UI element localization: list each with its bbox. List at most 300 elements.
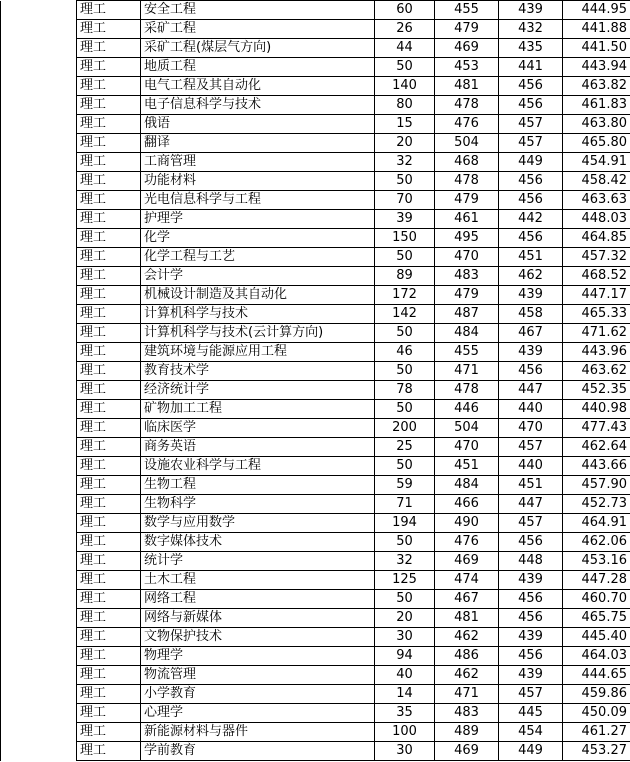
table-row — [1, 343, 630, 362]
min-score-cell: 457 — [499, 134, 563, 153]
major-cell: 化学工程与工艺 — [141, 248, 375, 267]
avg-score-cell: 450.09 — [563, 704, 630, 723]
min-score-cell: 458 — [499, 305, 563, 324]
max-score-cell: 487 — [435, 305, 499, 324]
major-cell: 护理学 — [141, 210, 375, 229]
avg-score-cell: 452.35 — [563, 381, 630, 400]
avg-score-cell: 458.42 — [563, 172, 630, 191]
max-score-cell: 469 — [435, 39, 499, 58]
avg-score-cell: 457.90 — [563, 476, 630, 495]
blank-cell — [1, 571, 77, 590]
category-cell: 理工 — [77, 495, 141, 514]
table-row — [1, 609, 630, 628]
blank-cell — [1, 514, 77, 533]
major-cell: 土木工程 — [141, 571, 375, 590]
max-score-cell: 466 — [435, 495, 499, 514]
plan-count-cell: 80 — [375, 96, 435, 115]
plan-count-cell: 200 — [375, 419, 435, 438]
major-cell: 采矿工程 — [141, 20, 375, 39]
min-score-cell: 456 — [499, 172, 563, 191]
major-cell: 小学教育 — [141, 685, 375, 704]
table-row — [1, 514, 630, 533]
table-row — [1, 552, 630, 571]
min-score-cell: 439 — [499, 286, 563, 305]
blank-cell — [1, 552, 77, 571]
max-score-cell: 455 — [435, 1, 499, 20]
min-score-cell: 457 — [499, 438, 563, 457]
max-score-cell: 478 — [435, 381, 499, 400]
avg-score-cell: 463.82 — [563, 77, 630, 96]
category-cell: 理工 — [77, 685, 141, 704]
max-score-cell: 479 — [435, 20, 499, 39]
category-cell: 理工 — [77, 666, 141, 685]
plan-count-cell: 44 — [375, 39, 435, 58]
plan-count-cell: 40 — [375, 666, 435, 685]
min-score-cell: 456 — [499, 191, 563, 210]
avg-score-cell: 465.75 — [563, 609, 630, 628]
min-score-cell: 456 — [499, 647, 563, 666]
avg-score-cell: 445.40 — [563, 628, 630, 647]
blank-cell — [1, 685, 77, 704]
min-score-cell: 457 — [499, 514, 563, 533]
table-row — [1, 457, 630, 476]
plan-count-cell: 50 — [375, 533, 435, 552]
blank-cell — [1, 362, 77, 381]
plan-count-cell: 142 — [375, 305, 435, 324]
table-row — [1, 20, 630, 39]
max-score-cell: 504 — [435, 419, 499, 438]
table-row — [1, 229, 630, 248]
table-row — [1, 742, 630, 761]
max-score-cell: 486 — [435, 647, 499, 666]
table-row — [1, 77, 630, 96]
table-row — [1, 248, 630, 267]
max-score-cell: 481 — [435, 609, 499, 628]
category-cell: 理工 — [77, 1, 141, 20]
plan-count-cell: 20 — [375, 609, 435, 628]
plan-count-cell: 15 — [375, 115, 435, 134]
min-score-cell: 445 — [499, 704, 563, 723]
table-row — [1, 400, 630, 419]
max-score-cell: 476 — [435, 533, 499, 552]
avg-score-cell: 441.88 — [563, 20, 630, 39]
category-cell: 理工 — [77, 39, 141, 58]
plan-count-cell: 194 — [375, 514, 435, 533]
avg-score-cell: 447.28 — [563, 571, 630, 590]
plan-count-cell: 30 — [375, 628, 435, 647]
plan-count-cell: 39 — [375, 210, 435, 229]
blank-cell — [1, 115, 77, 134]
avg-score-cell: 452.73 — [563, 495, 630, 514]
avg-score-cell: 462.64 — [563, 438, 630, 457]
category-cell: 理工 — [77, 248, 141, 267]
max-score-cell: 451 — [435, 457, 499, 476]
avg-score-cell: 457.32 — [563, 248, 630, 267]
blank-cell — [1, 438, 77, 457]
avg-score-cell: 443.94 — [563, 58, 630, 77]
avg-score-cell: 453.16 — [563, 552, 630, 571]
table-row — [1, 362, 630, 381]
avg-score-cell: 453.27 — [563, 742, 630, 761]
max-score-cell: 504 — [435, 134, 499, 153]
max-score-cell: 446 — [435, 400, 499, 419]
max-score-cell: 490 — [435, 514, 499, 533]
avg-score-cell: 464.85 — [563, 229, 630, 248]
major-cell: 心理学 — [141, 704, 375, 723]
avg-score-cell: 465.80 — [563, 134, 630, 153]
min-score-cell: 456 — [499, 590, 563, 609]
major-cell: 经济统计学 — [141, 381, 375, 400]
min-score-cell: 441 — [499, 58, 563, 77]
blank-cell — [1, 267, 77, 286]
category-cell: 理工 — [77, 476, 141, 495]
plan-count-cell: 89 — [375, 267, 435, 286]
plan-count-cell: 50 — [375, 590, 435, 609]
major-cell: 物理学 — [141, 647, 375, 666]
category-cell: 理工 — [77, 609, 141, 628]
blank-cell — [1, 457, 77, 476]
blank-cell — [1, 476, 77, 495]
avg-score-cell: 454.91 — [563, 153, 630, 172]
table-row — [1, 305, 630, 324]
category-cell: 理工 — [77, 58, 141, 77]
blank-cell — [1, 248, 77, 267]
major-cell: 俄语 — [141, 115, 375, 134]
major-cell: 统计学 — [141, 552, 375, 571]
max-score-cell: 478 — [435, 96, 499, 115]
plan-count-cell: 50 — [375, 58, 435, 77]
min-score-cell: 456 — [499, 609, 563, 628]
table-row — [1, 685, 630, 704]
avg-score-cell: 461.27 — [563, 723, 630, 742]
min-score-cell: 456 — [499, 77, 563, 96]
avg-score-cell: 441.50 — [563, 39, 630, 58]
avg-score-cell: 460.70 — [563, 590, 630, 609]
major-cell: 化学 — [141, 229, 375, 248]
major-cell: 数字媒体技术 — [141, 533, 375, 552]
blank-cell — [1, 742, 77, 761]
blank-cell — [1, 20, 77, 39]
min-score-cell: 439 — [499, 1, 563, 20]
blank-cell — [1, 58, 77, 77]
max-score-cell: 471 — [435, 685, 499, 704]
major-cell: 临床医学 — [141, 419, 375, 438]
plan-count-cell: 172 — [375, 286, 435, 305]
major-cell: 计算机科学与技术(云计算方向) — [141, 324, 375, 343]
blank-cell — [1, 324, 77, 343]
max-score-cell: 479 — [435, 286, 499, 305]
blank-cell — [1, 96, 77, 115]
min-score-cell: 449 — [499, 742, 563, 761]
blank-cell — [1, 647, 77, 666]
table-row — [1, 533, 630, 552]
min-score-cell: 432 — [499, 20, 563, 39]
blank-cell — [1, 229, 77, 248]
min-score-cell: 449 — [499, 153, 563, 172]
min-score-cell: 439 — [499, 571, 563, 590]
plan-count-cell: 94 — [375, 647, 435, 666]
blank-cell — [1, 723, 77, 742]
blank-cell — [1, 39, 77, 58]
avg-score-cell: 463.62 — [563, 362, 630, 381]
category-cell: 理工 — [77, 723, 141, 742]
min-score-cell: 457 — [499, 115, 563, 134]
avg-score-cell: 463.80 — [563, 115, 630, 134]
major-cell: 文物保护技术 — [141, 628, 375, 647]
plan-count-cell: 50 — [375, 457, 435, 476]
plan-count-cell: 35 — [375, 704, 435, 723]
table-row — [1, 704, 630, 723]
table-row — [1, 381, 630, 400]
category-cell: 理工 — [77, 571, 141, 590]
category-cell: 理工 — [77, 590, 141, 609]
avg-score-cell: 443.66 — [563, 457, 630, 476]
category-cell: 理工 — [77, 381, 141, 400]
min-score-cell: 439 — [499, 628, 563, 647]
max-score-cell: 469 — [435, 742, 499, 761]
category-cell: 理工 — [77, 514, 141, 533]
avg-score-cell: 444.65 — [563, 666, 630, 685]
min-score-cell: 456 — [499, 362, 563, 381]
category-cell: 理工 — [77, 96, 141, 115]
plan-count-cell: 50 — [375, 324, 435, 343]
category-cell: 理工 — [77, 400, 141, 419]
blank-cell — [1, 419, 77, 438]
major-cell: 物流管理 — [141, 666, 375, 685]
table-row — [1, 39, 630, 58]
max-score-cell: 468 — [435, 153, 499, 172]
category-cell: 理工 — [77, 419, 141, 438]
avg-score-cell: 440.98 — [563, 400, 630, 419]
plan-count-cell: 50 — [375, 400, 435, 419]
plan-count-cell: 25 — [375, 438, 435, 457]
major-cell: 建筑环境与能源应用工程 — [141, 343, 375, 362]
major-cell: 矿物加工工程 — [141, 400, 375, 419]
category-cell: 理工 — [77, 305, 141, 324]
max-score-cell: 483 — [435, 267, 499, 286]
major-cell: 工商管理 — [141, 153, 375, 172]
table-row — [1, 96, 630, 115]
avg-score-cell: 471.62 — [563, 324, 630, 343]
min-score-cell: 447 — [499, 495, 563, 514]
blank-cell — [1, 533, 77, 552]
category-cell: 理工 — [77, 229, 141, 248]
min-score-cell: 451 — [499, 476, 563, 495]
category-cell: 理工 — [77, 533, 141, 552]
blank-cell — [1, 666, 77, 685]
table-row — [1, 647, 630, 666]
category-cell: 理工 — [77, 438, 141, 457]
max-score-cell: 479 — [435, 191, 499, 210]
plan-count-cell: 50 — [375, 172, 435, 191]
min-score-cell: 457 — [499, 685, 563, 704]
table-row — [1, 571, 630, 590]
table-row — [1, 134, 630, 153]
max-score-cell: 474 — [435, 571, 499, 590]
table-row — [1, 172, 630, 191]
major-cell: 光电信息科学与工程 — [141, 191, 375, 210]
category-cell: 理工 — [77, 286, 141, 305]
category-cell: 理工 — [77, 267, 141, 286]
major-cell: 网络与新媒体 — [141, 609, 375, 628]
avg-score-cell: 444.95 — [563, 1, 630, 20]
max-score-cell: 481 — [435, 77, 499, 96]
plan-count-cell: 100 — [375, 723, 435, 742]
major-cell: 地质工程 — [141, 58, 375, 77]
min-score-cell: 456 — [499, 229, 563, 248]
major-cell: 商务英语 — [141, 438, 375, 457]
table-row — [1, 324, 630, 343]
category-cell: 理工 — [77, 153, 141, 172]
max-score-cell: 461 — [435, 210, 499, 229]
plan-count-cell: 71 — [375, 495, 435, 514]
max-score-cell: 467 — [435, 590, 499, 609]
blank-cell — [1, 628, 77, 647]
table-row — [1, 1, 630, 20]
plan-count-cell: 125 — [375, 571, 435, 590]
major-cell: 会计学 — [141, 267, 375, 286]
min-score-cell: 435 — [499, 39, 563, 58]
blank-cell — [1, 609, 77, 628]
table-row — [1, 267, 630, 286]
category-cell: 理工 — [77, 362, 141, 381]
table-row — [1, 210, 630, 229]
table-row — [1, 438, 630, 457]
table-row — [1, 153, 630, 172]
category-cell: 理工 — [77, 704, 141, 723]
major-cell: 翻译 — [141, 134, 375, 153]
major-cell: 功能材料 — [141, 172, 375, 191]
table-row — [1, 286, 630, 305]
min-score-cell: 439 — [499, 343, 563, 362]
max-score-cell: 476 — [435, 115, 499, 134]
blank-cell — [1, 286, 77, 305]
plan-count-cell: 46 — [375, 343, 435, 362]
table-row — [1, 666, 630, 685]
plan-count-cell: 30 — [375, 742, 435, 761]
avg-score-cell: 459.86 — [563, 685, 630, 704]
major-cell: 生物科学 — [141, 495, 375, 514]
category-cell: 理工 — [77, 134, 141, 153]
category-cell: 理工 — [77, 343, 141, 362]
category-cell: 理工 — [77, 77, 141, 96]
max-score-cell: 478 — [435, 172, 499, 191]
plan-count-cell: 59 — [375, 476, 435, 495]
avg-score-cell: 447.17 — [563, 286, 630, 305]
max-score-cell: 455 — [435, 343, 499, 362]
category-cell: 理工 — [77, 552, 141, 571]
major-cell: 设施农业科学与工程 — [141, 457, 375, 476]
category-cell: 理工 — [77, 191, 141, 210]
blank-cell — [1, 77, 77, 96]
max-score-cell: 484 — [435, 476, 499, 495]
min-score-cell: 467 — [499, 324, 563, 343]
blank-cell — [1, 400, 77, 419]
avg-score-cell: 448.03 — [563, 210, 630, 229]
min-score-cell: 447 — [499, 381, 563, 400]
avg-score-cell: 464.91 — [563, 514, 630, 533]
blank-cell — [1, 134, 77, 153]
table-row — [1, 476, 630, 495]
plan-count-cell: 70 — [375, 191, 435, 210]
max-score-cell: 483 — [435, 704, 499, 723]
min-score-cell: 454 — [499, 723, 563, 742]
plan-count-cell: 78 — [375, 381, 435, 400]
avg-score-cell: 461.83 — [563, 96, 630, 115]
min-score-cell: 456 — [499, 533, 563, 552]
max-score-cell: 495 — [435, 229, 499, 248]
plan-count-cell: 32 — [375, 153, 435, 172]
max-score-cell: 489 — [435, 723, 499, 742]
major-cell: 机械设计制造及其自动化 — [141, 286, 375, 305]
blank-cell — [1, 191, 77, 210]
max-score-cell: 470 — [435, 248, 499, 267]
category-cell: 理工 — [77, 742, 141, 761]
plan-count-cell: 140 — [375, 77, 435, 96]
category-cell: 理工 — [77, 115, 141, 134]
min-score-cell: 470 — [499, 419, 563, 438]
blank-cell — [1, 305, 77, 324]
major-cell: 新能源材料与器件 — [141, 723, 375, 742]
major-cell: 电子信息科学与技术 — [141, 96, 375, 115]
major-cell: 安全工程 — [141, 1, 375, 20]
major-cell: 网络工程 — [141, 590, 375, 609]
min-score-cell: 448 — [499, 552, 563, 571]
blank-cell — [1, 495, 77, 514]
category-cell: 理工 — [77, 324, 141, 343]
category-cell: 理工 — [77, 172, 141, 191]
min-score-cell: 440 — [499, 457, 563, 476]
major-cell: 数学与应用数学 — [141, 514, 375, 533]
max-score-cell: 453 — [435, 58, 499, 77]
table-row — [1, 723, 630, 742]
min-score-cell: 462 — [499, 267, 563, 286]
avg-score-cell: 477.43 — [563, 419, 630, 438]
min-score-cell: 442 — [499, 210, 563, 229]
plan-count-cell: 50 — [375, 248, 435, 267]
blank-cell — [1, 590, 77, 609]
max-score-cell: 462 — [435, 666, 499, 685]
min-score-cell: 440 — [499, 400, 563, 419]
min-score-cell: 451 — [499, 248, 563, 267]
table-row — [1, 191, 630, 210]
avg-score-cell: 463.63 — [563, 191, 630, 210]
plan-count-cell: 50 — [375, 362, 435, 381]
max-score-cell: 469 — [435, 552, 499, 571]
avg-score-cell: 468.52 — [563, 267, 630, 286]
major-cell: 教育技术学 — [141, 362, 375, 381]
blank-cell — [1, 210, 77, 229]
plan-count-cell: 150 — [375, 229, 435, 248]
max-score-cell: 484 — [435, 324, 499, 343]
major-cell: 学前教育 — [141, 742, 375, 761]
plan-count-cell: 60 — [375, 1, 435, 20]
avg-score-cell: 443.96 — [563, 343, 630, 362]
max-score-cell: 471 — [435, 362, 499, 381]
avg-score-cell: 462.06 — [563, 533, 630, 552]
min-score-cell: 456 — [499, 96, 563, 115]
blank-cell — [1, 1, 77, 20]
blank-cell — [1, 153, 77, 172]
table-row — [1, 115, 630, 134]
major-cell: 电气工程及其自动化 — [141, 77, 375, 96]
min-score-cell: 439 — [499, 666, 563, 685]
avg-score-cell: 464.03 — [563, 647, 630, 666]
plan-count-cell: 26 — [375, 20, 435, 39]
table-row — [1, 495, 630, 514]
category-cell: 理工 — [77, 457, 141, 476]
avg-score-cell: 465.33 — [563, 305, 630, 324]
